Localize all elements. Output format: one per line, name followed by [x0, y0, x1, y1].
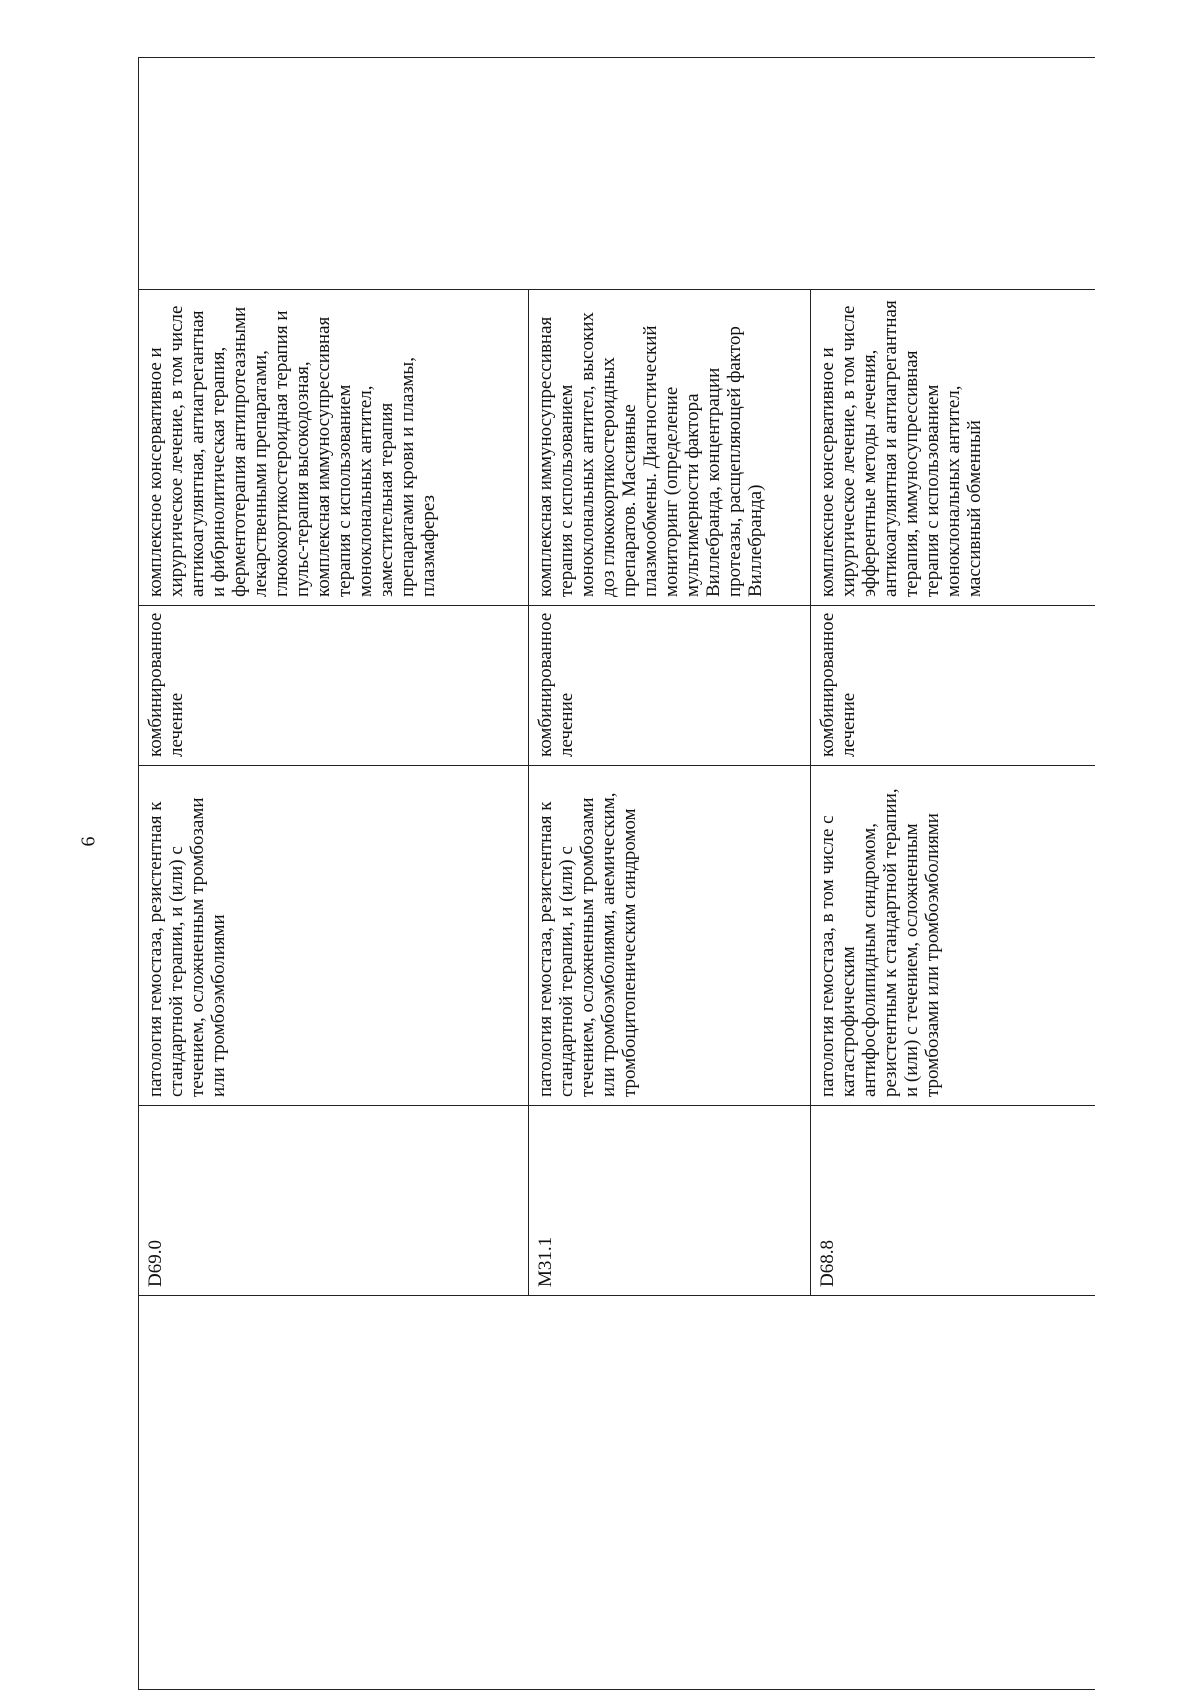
- method-cell: комплексное консервативное и хирургическое лечение, в том числе эфферентные методы лечения, антикоагулянтная и антиагрегантная терапия, иммуносупрессивная терапия с использованием моноклональных антител, массивный обменный: [811, 290, 1095, 606]
- code-cell: D69.0: [139, 1106, 529, 1296]
- treatment-type-cell: комбинированное лечение: [529, 606, 811, 766]
- treatment-table: [138, 57, 1095, 1690]
- method-cell: комплексная иммуносупрессивная терапия с использованием моноклональных антител, высоких доз глюкокортикостероидных препаратов. Массивные плазмообмены. Диагностический мониторинг (определение мультимерности фактора Виллебранда, концентрации протеазы, расщепляющей фактор Виллебранда): [529, 290, 811, 606]
- diagnosis-cell: патология гемостаза, в том числе с катастрофическим антифосфолипидным синдромом, резистентным к стандартной терапии, и (или) с течением, осложненным тромбозами или тромбоэмболиями: [811, 766, 1095, 1106]
- table-row: [139, 58, 529, 1690]
- treatment-type-cell: комбинированное лечение: [811, 606, 1095, 766]
- empty-column-a: [139, 1296, 1095, 1690]
- diagnosis-cell: патология гемостаза, резистентная к стандартной терапии, и (или) с течением, осложненным тромбозами или тромбоэмболиями, анемическим, тромбоцитопеническим синдромом: [529, 766, 811, 1106]
- treatment-type-cell: комбинированное лечение: [139, 606, 529, 766]
- rotated-table-container: [138, 58, 1094, 1690]
- method-cell: комплексное консервативное и хирургическое лечение, в том числе антикоагулянтная, антиагрегантная и фибринолитическая терапия, ферментотерапия антипротеазными лекарственными препаратами, глюкокортикостероидная терапия и пульс-терапия высокодозная, комплексная иммуносупрессивная терапия с использованием моноклональных антител, заместительная терапия препаратами крови и плазмы, плазмаферез: [139, 290, 529, 606]
- code-cell: D68.8: [811, 1106, 1095, 1296]
- page-number: 6: [77, 836, 100, 847]
- code-cell: M31.1: [529, 1106, 811, 1296]
- empty-column-b: [139, 58, 1095, 290]
- diagnosis-cell: патология гемостаза, резистентная к стандартной терапии, и (или) с течением, осложненным тромбозами или тромбоэмболиями: [139, 766, 529, 1106]
